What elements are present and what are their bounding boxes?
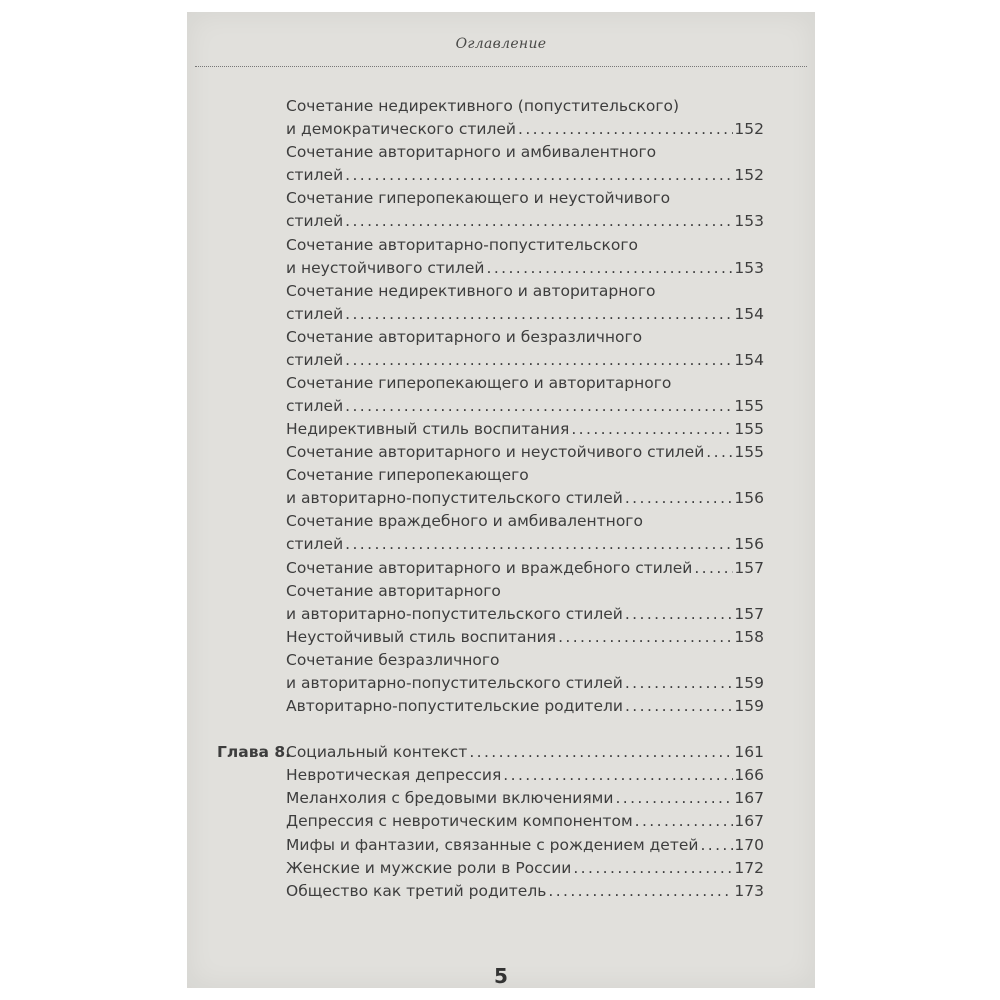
toc-entry-title-line1: Сочетание авторитарно-попустительского bbox=[286, 236, 638, 254]
dot-leader bbox=[613, 787, 733, 810]
toc-entry-page: 158 bbox=[734, 628, 764, 646]
book-page bbox=[187, 12, 815, 988]
dot-leader bbox=[623, 695, 733, 718]
header-rule bbox=[195, 66, 807, 67]
toc-entry-title-line2: и авторитарно-попустительского стилей bbox=[286, 674, 623, 692]
toc-entry-title-line1: Сочетание авторитарного и амбивалентного bbox=[286, 143, 657, 161]
toc-entry bbox=[286, 557, 764, 580]
toc-entry bbox=[286, 626, 764, 649]
toc-entry-title-line1: Сочетание недирективного и авторитарного bbox=[286, 282, 656, 300]
toc-entry-title-line2: и неустойчивого стилей bbox=[286, 259, 485, 277]
toc-entry-page: 167 bbox=[734, 789, 764, 807]
toc-entry-page: 154 bbox=[734, 351, 764, 369]
toc-entry-page: 159 bbox=[734, 697, 764, 715]
toc-entry-page: 153 bbox=[734, 259, 764, 277]
toc-entry-page: 173 bbox=[734, 882, 764, 900]
dot-leader bbox=[467, 741, 733, 764]
toc-entry bbox=[286, 810, 764, 833]
toc-entry bbox=[286, 141, 764, 187]
toc-entry-page: 157 bbox=[734, 605, 764, 623]
toc-entry-page: 172 bbox=[734, 859, 764, 877]
chapter-label: Глава 8. bbox=[217, 743, 292, 761]
dot-leader bbox=[516, 118, 733, 141]
toc-entry bbox=[286, 880, 764, 903]
toc-entry bbox=[286, 580, 764, 626]
page-number: 5 bbox=[494, 964, 508, 988]
dot-leader bbox=[623, 672, 734, 695]
dot-leader bbox=[546, 880, 733, 903]
toc-entry bbox=[286, 326, 764, 372]
toc-entry-title-line1: Сочетание гиперопекающего и авторитарного bbox=[286, 374, 672, 392]
toc-entry-page: 153 bbox=[734, 212, 764, 230]
dot-leader bbox=[692, 557, 733, 580]
toc-entry-title-line1: Сочетание гиперопекающего bbox=[286, 466, 529, 484]
toc-entry-title-line2: стилей bbox=[286, 305, 344, 323]
toc-entry-page: 157 bbox=[734, 559, 764, 577]
toc-entry-page: 152 bbox=[734, 120, 764, 138]
toc-entry-title-line2: и авторитарно-попустительского стилей bbox=[286, 605, 623, 623]
toc-entry-title-line1: Сочетание гиперопекающего и неустойчивого bbox=[286, 189, 671, 207]
toc-entry bbox=[286, 764, 764, 787]
toc-entry-title: Общество как третий родитель bbox=[286, 882, 547, 900]
toc-entry-page: 156 bbox=[734, 489, 764, 507]
toc-entry-title: Мифы и фантазии, связанные с рождением детей bbox=[286, 836, 699, 854]
toc-entry-title-line1: Сочетание авторитарного bbox=[286, 582, 501, 600]
toc-entry bbox=[286, 372, 764, 418]
toc-entry-page: 166 bbox=[734, 766, 764, 784]
toc-entry-title-line2: стилей bbox=[286, 351, 344, 369]
toc-entry-title-line2: стилей bbox=[286, 535, 344, 553]
toc-entry-title-line1: Сочетание враждебного и амбивалентного bbox=[286, 512, 643, 530]
dot-leader bbox=[343, 395, 733, 418]
toc-entry-page: 155 bbox=[734, 443, 764, 461]
chapter-title: Социальный контекст bbox=[286, 743, 468, 761]
toc-entry bbox=[286, 857, 764, 880]
dot-leader bbox=[704, 441, 733, 464]
dot-leader bbox=[343, 303, 733, 326]
dot-leader bbox=[623, 487, 734, 510]
dot-leader bbox=[623, 603, 734, 626]
dot-leader bbox=[343, 210, 733, 233]
toc-entry bbox=[286, 695, 764, 718]
chapter-heading bbox=[286, 741, 764, 764]
dot-leader bbox=[571, 857, 733, 880]
toc-entry bbox=[286, 787, 764, 810]
toc-entry bbox=[286, 418, 764, 441]
toc-entry-page: 167 bbox=[734, 812, 764, 830]
dot-leader bbox=[633, 810, 734, 833]
toc-entry-title-line2: стилей bbox=[286, 397, 344, 415]
running-head: Оглавление bbox=[455, 36, 547, 52]
toc-entry-title: Депрессия с невротическим компонентом bbox=[286, 812, 633, 830]
toc-entry-title-line1: Сочетание недирективного (попустительского) bbox=[286, 97, 680, 115]
toc-entry-page: 154 bbox=[734, 305, 764, 323]
toc-entry-title-line1: Сочетание безразличного bbox=[286, 651, 500, 669]
toc-entry-title-line2: стилей bbox=[286, 166, 344, 184]
dot-leader bbox=[485, 257, 734, 280]
toc-entry bbox=[286, 834, 764, 857]
toc-entry bbox=[286, 464, 764, 510]
toc-entry-title: Авторитарно-попустительские родители bbox=[286, 697, 623, 715]
dot-leader bbox=[698, 834, 733, 857]
toc-entry-page: 156 bbox=[734, 535, 764, 553]
toc-entry-title: Невротическая депрессия bbox=[286, 766, 502, 784]
toc-entry-title-line2: и демократического стилей bbox=[286, 120, 516, 138]
toc-entry-title: Меланхолия с бредовыми включениями bbox=[286, 789, 614, 807]
dot-leader bbox=[343, 164, 733, 187]
toc-entry-title: Неустойчивый стиль воспитания bbox=[286, 628, 557, 646]
toc-entry-title: Недирективный стиль воспитания bbox=[286, 420, 570, 438]
toc-entry bbox=[286, 234, 764, 280]
toc-entry-title: Сочетание авторитарного и враждебного стилей bbox=[286, 559, 693, 577]
toc-entry bbox=[286, 95, 764, 141]
dot-leader bbox=[569, 418, 733, 441]
toc-entry bbox=[286, 441, 764, 464]
dot-leader bbox=[343, 349, 733, 372]
toc-entry bbox=[286, 510, 764, 556]
toc-entry bbox=[286, 187, 764, 233]
toc-entry bbox=[286, 280, 764, 326]
toc-entry-title-line2: и авторитарно-попустительского стилей bbox=[286, 489, 623, 507]
dot-leader bbox=[556, 626, 733, 649]
toc-entry-page: 152 bbox=[734, 166, 764, 184]
toc-entry-page: 170 bbox=[734, 836, 764, 854]
toc-entry-page: 155 bbox=[734, 397, 764, 415]
toc-entry bbox=[286, 649, 764, 695]
toc-entry-page: 155 bbox=[734, 420, 764, 438]
toc-entry-title-line2: стилей bbox=[286, 212, 344, 230]
dot-leader bbox=[343, 533, 733, 556]
toc-entry-title-line1: Сочетание авторитарного и безразличного bbox=[286, 328, 643, 346]
toc-entry-page: 159 bbox=[734, 674, 764, 692]
chapter-page: 161 bbox=[734, 743, 764, 761]
toc-entry-title: Женские и мужские роли в России bbox=[286, 859, 572, 877]
toc-entry-title: Сочетание авторитарного и неустойчивого стилей bbox=[286, 443, 705, 461]
dot-leader bbox=[501, 764, 733, 787]
